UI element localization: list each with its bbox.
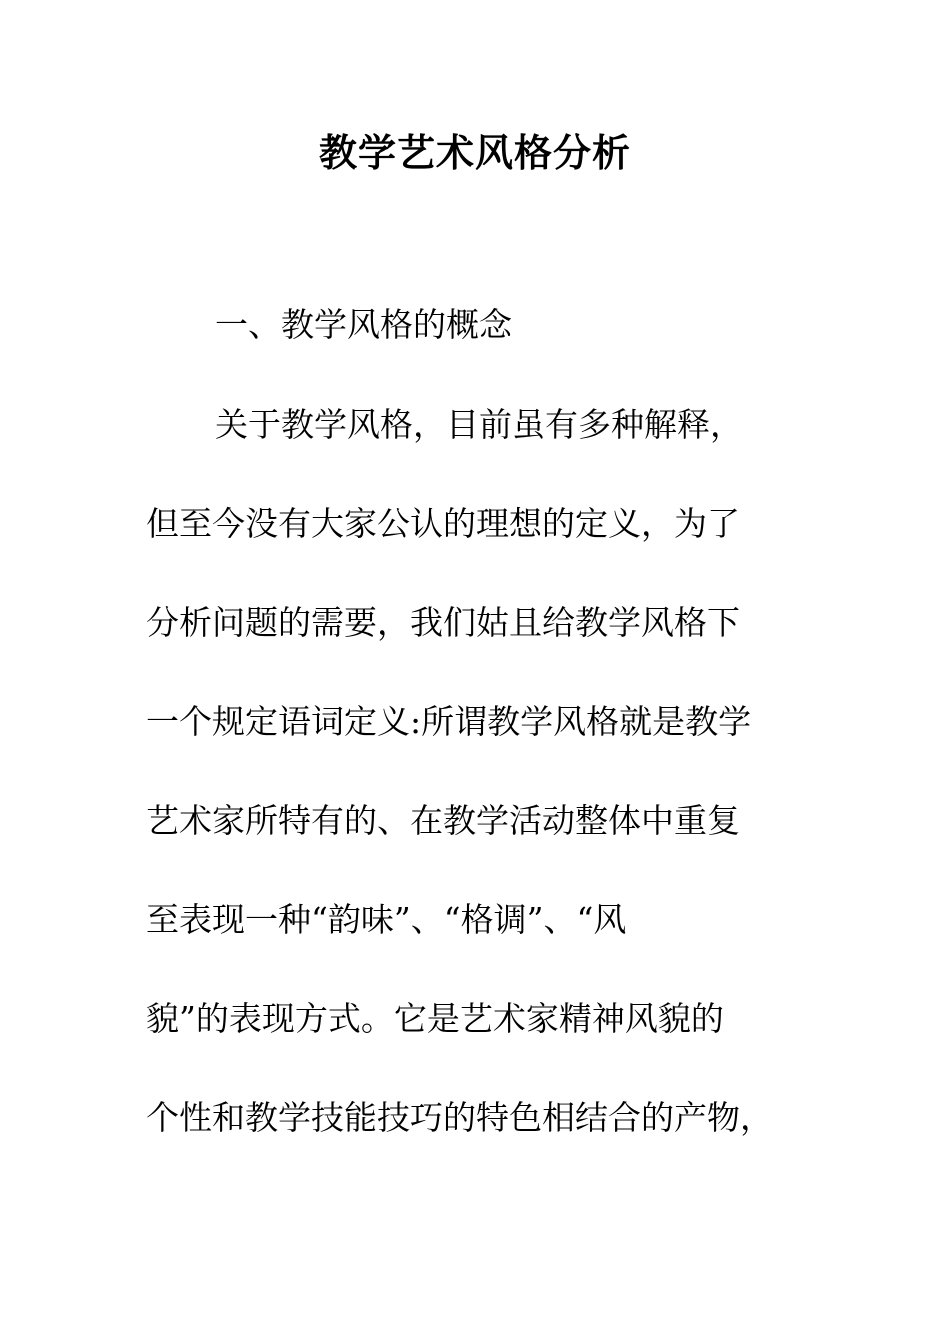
paragraph-line: 分析问题的需要，我们姑且给教学风格下: [146, 603, 740, 642]
paragraph-line: 一个规定语词定义:所谓教学风格就是教学: [146, 702, 752, 741]
paragraph-line: 艺术家所特有的、在教学活动整体中重复: [146, 801, 740, 840]
section-heading: 一、教学风格的概念: [215, 305, 512, 344]
paragraph-line: 至表现一种“韵味”、“格调”、“风: [146, 900, 627, 939]
document-title: 教学艺术风格分析: [318, 130, 631, 175]
paragraph-line: 貌”的表现方式。它是艺术家精神风貌的: [146, 999, 724, 1038]
paragraph-line: 个性和教学技能技巧的特色相结合的产物，: [146, 1098, 773, 1137]
paragraph-line: 关于教学风格，目前虽有多种解释，: [215, 405, 743, 444]
paragraph-line: 但至今没有大家公认的理想的定义，为了: [146, 504, 740, 543]
